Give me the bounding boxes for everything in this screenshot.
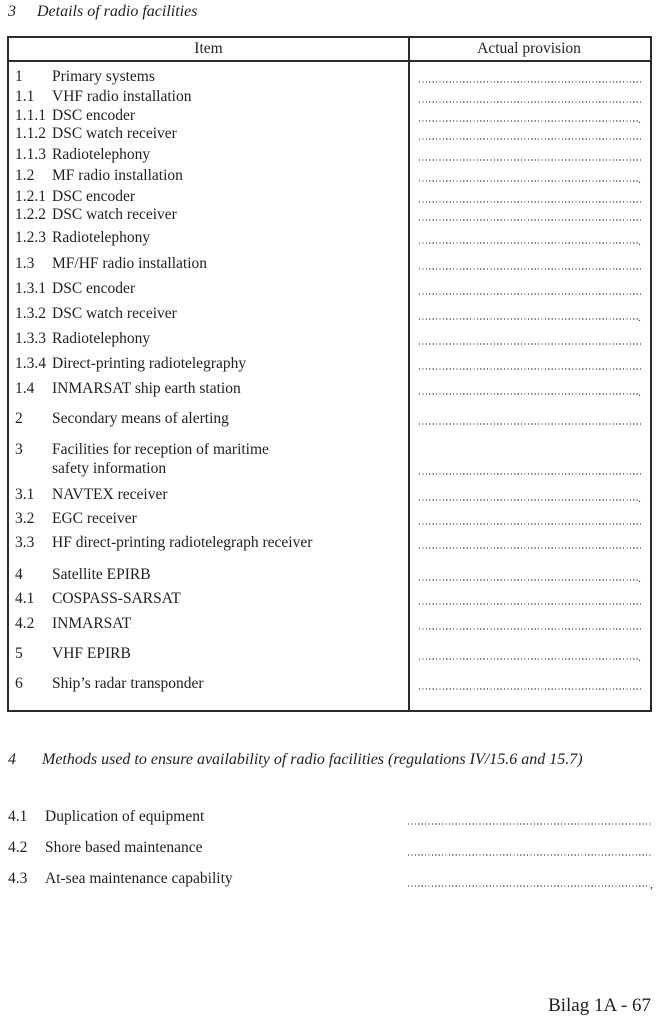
line-tail: . [638,385,641,399]
provision-dotted-line [408,854,653,856]
line-tail: . [638,234,641,248]
provision-cell [408,547,650,552]
item-label: Direct-printing radiotelegraphy [52,355,247,372]
section4-number: 4 [8,751,16,768]
item-cell [9,614,408,633]
item-cell [9,166,408,185]
item-cell [0,807,408,826]
section4-rows [0,795,659,891]
provision-dotted-line [419,159,641,161]
column-header-item: Item [194,40,223,57]
section3-number: 3 [8,3,16,20]
item-cell [9,354,408,373]
item-cell [0,838,408,857]
table-row [9,298,650,323]
line-tail: . [638,112,641,126]
provision-dotted-line [419,138,641,140]
provision-cell [408,628,650,633]
provision-dotted-line [419,81,641,83]
table-row [9,633,650,663]
item-number: 1 [15,68,23,85]
item-label: Satellite EPIRB [52,566,151,583]
item-number: 1.1.3 [15,146,46,163]
item-cell [9,565,408,584]
provision-cell [408,473,650,478]
table-row [9,247,650,273]
item-number: 1.3 [15,255,35,272]
item-number: 2 [15,410,23,427]
item-number: 1.1.1 [15,107,46,124]
item-number: 4.3 [8,870,28,887]
provision-cell [408,234,650,248]
provision-dotted-line [419,242,638,244]
item-label: NAVTEX receiver [52,486,168,503]
provision-cell [408,688,650,693]
item-label: Shore based maintenance [45,839,203,856]
item-label: At-sea maintenance capability [45,870,233,887]
item-number: 1.2.2 [15,206,46,223]
provision-dotted-line [419,393,638,395]
item-number: 1.3.4 [15,355,46,372]
item-label: HF direct-printing radiotelegraph receiver [52,534,313,551]
line-tail: , [650,877,653,891]
provision-dotted-line [419,579,638,581]
provision-dotted-line [419,268,641,270]
table-row [9,224,650,247]
item-cell [9,674,408,693]
provision-dotted-line [419,343,641,345]
provision-dotted-line [419,628,641,630]
section3-heading [8,2,197,22]
item-cell [9,329,408,348]
item-cell [9,124,408,143]
item-number: 1.1 [15,88,35,105]
provision-cell [408,172,650,186]
provision-cell [408,603,650,608]
item-cell [9,644,408,663]
item-label: DSC encoder [52,280,136,297]
table-row [9,62,650,86]
item-label-line2: safety information [52,460,167,477]
item-cell [9,67,408,86]
provision-dotted-line [419,318,638,320]
provision-cell [408,491,650,505]
provision-dotted-line [419,688,641,690]
radio-facilities-table [7,36,652,712]
item-cell [0,869,408,888]
table-row [9,273,650,298]
section4-row [0,826,659,857]
provision-dotted-line [419,547,641,549]
table-row [9,86,650,106]
item-number: 1.3.2 [15,305,46,322]
table-row [9,143,650,164]
item-cell [9,87,408,106]
provision-cell [408,823,659,826]
table-row [9,584,650,608]
provision-cell [408,523,650,528]
provision-dotted-line [419,293,641,295]
table-row [9,504,650,528]
item-label: MF radio installation [52,167,183,184]
item-cell [9,589,408,608]
provision-cell [408,138,650,143]
table-row [9,608,650,633]
table-row [9,478,650,504]
section4-heading [8,750,583,770]
item-label: VHF EPIRB [52,645,131,662]
provision-dotted-line [419,473,641,475]
provision-cell [408,310,650,324]
item-cell [9,187,408,206]
item-cell [9,533,408,552]
item-number: 1.3.1 [15,280,46,297]
table-row [9,663,650,693]
table-body [9,62,650,693]
item-number: 1.4 [15,380,35,397]
table-row [9,185,650,206]
line-tail: . [638,310,641,324]
provision-dotted-line [419,603,641,605]
item-label: DSC watch receiver [52,206,177,223]
provision-cell [408,201,650,206]
item-label: VHF radio installation [52,88,192,105]
item-label: Radiotelephony [52,229,151,246]
item-cell [9,509,408,528]
table-row [9,552,650,584]
item-label: Secondary means of alerting [52,410,229,427]
table-row [9,373,650,398]
provision-cell [408,571,650,585]
item-label: COSPASS-SARSAT [52,590,181,607]
item-number: 1.2 [15,167,35,184]
provision-cell [408,101,650,106]
item-cell [9,205,408,224]
provision-cell [408,343,650,348]
item-label: Duplication of equipment [45,808,205,825]
table-row [9,125,650,143]
provision-dotted-line [419,120,638,122]
provision-dotted-line [419,219,641,221]
provision-dotted-line [419,523,641,525]
page-number: Bilag 1A - 67 [548,995,651,1016]
section3-title: Details of radio facilities [37,3,198,20]
item-number: 4.2 [8,839,28,856]
provision-cell [408,293,650,298]
table-row [9,348,650,373]
provision-dotted-line [419,658,638,660]
provision-cell [408,112,650,126]
item-number: 3.3 [15,534,35,551]
item-label: Radiotelephony [52,146,151,163]
item-cell [9,440,408,478]
item-label: DSC watch receiver [52,125,177,142]
item-number: 3 [15,441,23,458]
item-number: 6 [15,675,23,692]
item-label: DSC encoder [52,107,136,124]
item-label: DSC watch receiver [52,305,177,322]
item-label: INMARSAT ship earth station [52,380,241,397]
provision-dotted-line [419,499,638,501]
line-tail: . [638,172,641,186]
item-label: EGC receiver [52,510,137,527]
item-number: 4 [15,566,23,583]
item-number: 1.3.3 [15,330,46,347]
line-tail: . [638,650,641,664]
item-cell [9,409,408,428]
item-number: 1.1.2 [15,125,46,142]
item-label: Primary systems [52,68,155,85]
item-number: 3.1 [15,486,35,503]
item-label: MF/HF radio installation [52,255,207,272]
column-divider [408,38,410,710]
item-cell [9,379,408,398]
provision-dotted-line [419,201,641,203]
provision-cell [408,650,650,664]
item-number: 4.2 [15,615,35,632]
item-cell [9,106,408,125]
provision-cell [408,385,650,399]
item-cell [9,304,408,323]
provision-dotted-line [408,885,650,887]
provision-dotted-line [419,368,641,370]
item-label: INMARSAT [52,615,132,632]
line-tail: . [638,491,641,505]
provision-cell [408,877,659,891]
item-number: 5 [15,645,23,662]
provision-dotted-line [419,101,641,103]
provision-cell [408,81,650,86]
line-tail: . [638,571,641,585]
item-cell [9,254,408,273]
item-number: 4.1 [8,808,28,825]
provision-cell [408,268,650,273]
section4-title: Methods used to ensure availability of radio facilities (regulations IV/15.6 and 15.7) [42,751,583,768]
column-header-provision: Actual provision [477,40,581,57]
provision-dotted-line [408,823,653,825]
item-label: Facilities for reception of maritime [52,441,269,458]
item-number: 1.2.1 [15,188,46,205]
table-row [9,323,650,348]
table-row [9,206,650,224]
provision-dotted-line [419,423,641,425]
item-label: DSC encoder [52,188,136,205]
provision-cell [408,368,650,373]
table-row [9,398,650,428]
item-label: Radiotelephony [52,330,151,347]
item-cell [9,279,408,298]
provision-cell [408,159,650,164]
table-row [9,106,650,125]
item-number: 4.1 [15,590,35,607]
item-number: 3.2 [15,510,35,527]
table-row [9,428,650,478]
item-cell [9,228,408,247]
section4-row [0,857,659,891]
provision-cell [408,854,659,857]
table-header-row [9,38,650,62]
provision-dotted-line [419,180,638,182]
item-number: 1.2.3 [15,229,46,246]
table-row [9,164,650,185]
provision-cell [408,219,650,224]
table-row [9,528,650,552]
item-label: Ship’s radar transponder [52,675,204,692]
item-cell [9,145,408,164]
provision-cell [408,423,650,428]
section4-row [0,795,659,826]
item-cell [9,485,408,504]
